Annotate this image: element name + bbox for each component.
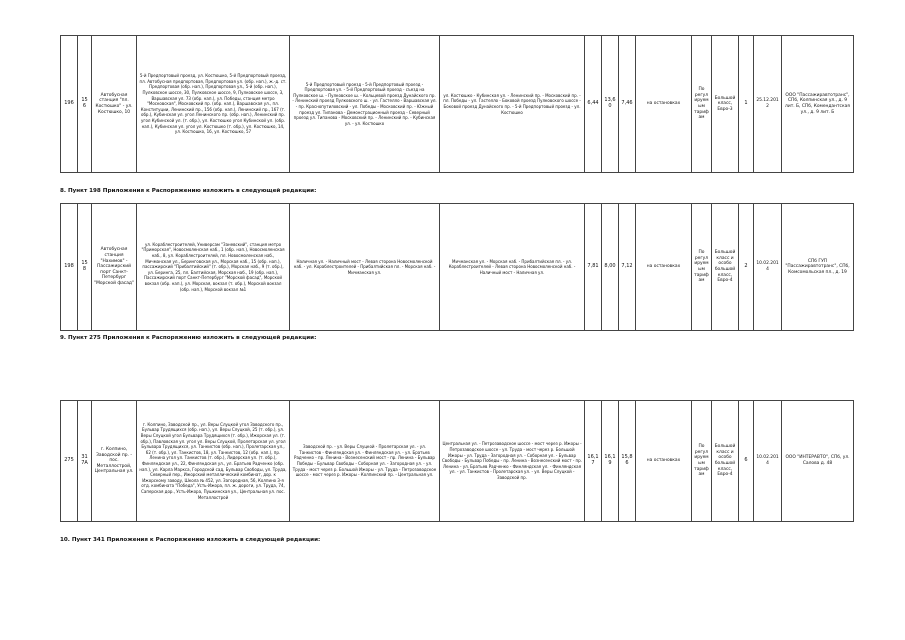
length-3: 7,12 (619, 204, 636, 331)
table-row (61, 36, 854, 173)
vehicle-class: Большой класс и особо большой класс, Евро-4 (712, 204, 739, 331)
vehicle-class: Большой класс и особо большой класс, Евро-4 (712, 401, 739, 522)
length-2: 16,19 (602, 401, 619, 522)
section-heading-9: 9. Пункт 275 Приложения к Распоряжению изложить в следующей редакции: (60, 335, 317, 341)
route-number: 156 (78, 36, 92, 173)
length-2: 13,60 (602, 36, 619, 173)
tariff: По регулируемым тарифам (692, 401, 712, 522)
route-backward: ул. Костюшко - Кубинская ул. - Ленинский пр. - Московский пр. - пл. Победы - ул. Гастелло - Боковой проезд Пулковского шоссе - Боковой проезд Дунайского пр. - 5-й Предпортовый проезд - ул. Костюшко (440, 36, 585, 173)
length-1: 7,81 (585, 204, 602, 331)
route-table-row-275 (60, 400, 854, 522)
item-number: 198 (61, 204, 78, 331)
start-date: 10.02.2014 (754, 204, 782, 331)
route-stops: ул. Кораблестроителей, Универсам "Заневский", станция метро "Приморская", Новосмоленская наб., 1 (обр. нап.), Новосмоленская наб., 8, ул. Кораблестроителей, пл. Новосмоленская наб., Мичманская ул., Беринговская ул., Морская наб., 15 (обр. нап.), пассажирский "Прибалтийский" (т. обр.), Морская наб., 9 (т. обр.), ул. Беринга, 25, пл. Балтийская, Морская наб., 19 (обр. нап.), Пассажирский порт Санкт-Петербург "Морской фасад", Морской вокзал (обр. нап.), ул. Морская, вокзал (т. обр.), Морской вокзал (обр. нап.), Морской вокзал №1 (137, 204, 290, 331)
table-row (61, 204, 854, 331)
section-heading-10: 10. Пункт 341 Приложения к Распоряжению изложить в следующей редакции: (60, 537, 321, 543)
route-forward: 5-й Предпортовый проезд - 5-й Предпортовый проезд - Предпортовая ул. - 5-й Предпортовый проезд - съезд на Пулковское ш. - Пулковское ш. - Кольцевой проезд Дунайского пр. - Ленинский проезд Пулковского ш. - ул. Гастелло - Варшавская ул. - пр. Краснопутиловский - ул. Победы - Московский пр. - Южный проезд ул. Типанова - Демонстрационный проезд - Северный проезд ул. Типанова - Московский пр. - Ленинский пр. - Кубинская ул. - ул. Костюшко (290, 36, 440, 173)
start-date: 10.02.2014 (754, 401, 782, 522)
length-2: 8,00 (602, 204, 619, 331)
route-stops: 5-й Предпортовый проезд, ул. Костюшко, 5-й Предпортовый проезд, пл. Автобусная предпортовая, Предпортовая ул. (обр. нап.), ж.-д. ст. Предпортовая (обр. нап.), Предпортовая ул., 5-й (обр. нап.), Пулковское шоссе, 30, Пулковское шоссе, 9, Пулковское шоссе, 3, Варшавская ул. 73 (обр. нап.), ул. Победы, станция метро "Московская", Московский пр. (обр. нап.), Варшавская ул., пл. Конституции, Ленинский пр., 156 (обр. нап.), Ленинский пр., 167 (т. обр.), Кубинская ул. угол Ленинского пр. (обр. нап.), Ленинский пр. угол Кубинской ул. (т. обр.), ул. Костюшко угол Кубинской ул. (обр. нап.), Кубинская ул. угол ул. Костюшко (т. обр.), ул. Костюшко, 14, ул. Костюшко, 16, ул. Костюшко, 57 (137, 36, 290, 173)
item-number: 275 (61, 401, 78, 522)
vehicle-count: 6 (739, 401, 754, 522)
stops-mode: на остановках (636, 401, 692, 522)
start-date: 25.12.2012 (754, 36, 782, 173)
vehicle-count: 2 (739, 204, 754, 331)
vehicle-count: 1 (739, 36, 754, 173)
route-backward: Мичманская ул. - Морская наб. - Прибалтийская пл. - ул. Кораблестроителей - Левая сторона Новосмоленской наб. - Наличный мост - Наличная ул. (440, 204, 585, 331)
route-forward: Наличная ул. - Наличный мост - Левая сторона Новосмоленской наб. - ул. Кораблестроителей - Прибалтийская пл. - Морская наб. - Мичманская ул. (290, 204, 440, 331)
table-row (61, 401, 854, 522)
tariff: По регулируемым тарифам (692, 204, 712, 331)
length-1: 6,44 (585, 36, 602, 173)
route-start-end: Автобусная станция "Нахимов" - Пассажирский порт Санкт-Петербург "Морской фасад" (92, 204, 137, 331)
length-3: 7,46 (619, 36, 636, 173)
route-forward: Заводской пр. - ул. Веры Слуцкой - Пролетарская ул. - ул. Танкистов - Финляндская ул. - Финляндская ул. - ул. Братьев Радченко - пр. Ленина - Вознесенский мост - пр. Ленина - Бульвар Победы - Бульвар Свободы - Соборная ул. - Загородная ул. - ул. Труда - мост через р. Большой Ижоры - ул. Труда - Петрозаводское шоссе - мост через р. Ижоры - Колпинский пр. - Центральная ул. (290, 401, 440, 522)
carrier: ООО "ИНТЕРАВТО", СПб, ул. Салова д. 48 (782, 401, 854, 522)
route-backward: Центральная ул. - Петрозаводское шоссе - мост через р. Ижоры - Петрозаводское шоссе - ул. Труда - мост через р. Большой Ижоры - ул. Труда - Загородная ул. - Соборная ул. - Бульвар Свободы - Бульвар Победы - пр. Ленина - Вознесенский мост - пр. Ленина - ул. Братьев Радченко - Финляндская ул. - Финляндская ул. - ул. Танкистов - Пролетарская ул. - ул. Веры Слуцкой - Заводской пр. (440, 401, 585, 522)
route-start-end: г. Колпино, Заводской пр. - пос. Металлострой, Центральная ул. (92, 401, 137, 522)
route-number: 158 (78, 204, 92, 331)
item-number: 196 (61, 36, 78, 173)
route-number: 317А (78, 401, 92, 522)
route-table-row-196 (60, 35, 854, 173)
carrier: СПб ГУП "Пассажиравтотранс", СПб, Комсомольская пл., д. 19 (782, 204, 854, 331)
tariff: По регулируемым тарифам (692, 36, 712, 173)
stops-mode: на остановках (636, 36, 692, 173)
section-heading-8: 8. Пункт 198 Приложения к Распоряжению изложить в следующей редакции: (60, 188, 317, 194)
length-1: 16,17 (585, 401, 602, 522)
carrier: ООО "Пассажиравтотранс", СПб, Колпинская ул., д. 9 лит. Б, СПб, Комендантская ул., д. 9 лит. Б (782, 36, 854, 173)
stops-mode: на остановках (636, 204, 692, 331)
length-3: 15,86 (619, 401, 636, 522)
route-stops: г. Колпино, Заводской пр., ул. Веры Слуцкой угол Заводского пр., Бульвар Трудящихся (обр. нап.), ул. Веры Слуцкой, 25 (т. обр.), ул. Веры Слуцкой угол Бульвара Трудящихся (т. обр.), Ижорская ул. (т. обр.), Павловская ул. угол ул. Веры Слуцкой, Пролетарская ул. угол Бульвара Трудящихся, ул. Танкистов (обр. нап.), Пролетарская ул., 62 (т. обр.), ул. Танкистов, 18, ул. Танкистов, 12 (обр. нап.), пр. Ленина угол ул. Танкистов (т. обр.), Лидерская ул. (т. обр.), Финляндская ул., 22, Финляндская ул., ул. Братьев Радченко (обр. нап.), ул. Карла Маркса, Городской сад, Бульвар Свободы, ул. Труда, Северный пер., Ижорский металлический комбинат, дор. к Ижорскому заводу, Школа № 452, ул. Загородная, 56, Колпино 3-я отд. комбината "Победа", Усть-Ижора, пл. ж. дороги, ул. Труда, 74, Саперская дор., Усть-Ижора, Пушкинская ул., Центральная ул. пос. Металлострой (137, 401, 290, 522)
route-table-row-198 (60, 203, 854, 331)
route-start-end: Автобусная станция "пл. Костюшко" - ул. Костюшко, 10 (92, 36, 137, 173)
vehicle-class: Большой класс, Евро-3 (712, 36, 739, 173)
